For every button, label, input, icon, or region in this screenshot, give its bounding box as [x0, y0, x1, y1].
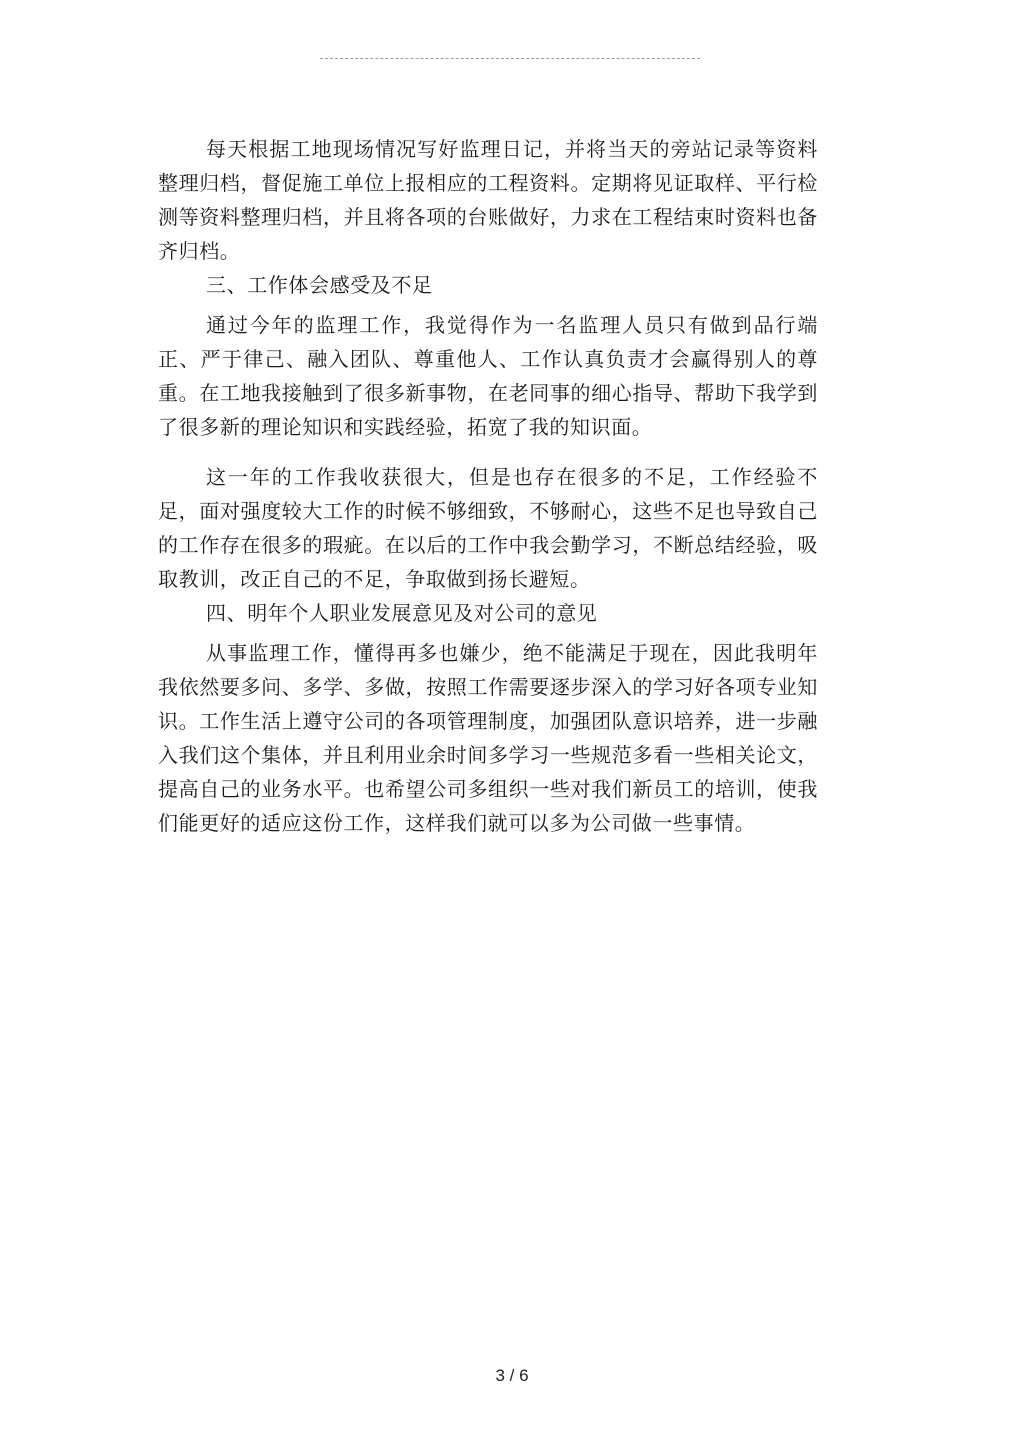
- section-heading-next-year: 四、明年个人职业发展意见及对公司的意见: [206, 601, 598, 625]
- page-number: 3 / 6: [495, 1366, 529, 1385]
- paragraph-reflection: 通过今年的监理工作，我觉得作为一名监理人员只有做到品行端正、严于律己、融入团队、尊重他人、工作认真负责才会赢得别人的尊重。在工地我接触到了很多新事物，在老同事的细心指导、帮助下我学到了很多新的理论知识和实践经验，拓宽了我的知识面。: [158, 313, 818, 439]
- paragraph-archiving: 每天根据工地现场情况写好监理日记，并将当天的旁站记录等资料整理归档，督促施工单位上报相应的工程资料。定期将见证取样、平行检测等资料整理归档，并且将各项的台账做好，力求在工程结束时资料也备齐归档。: [158, 137, 818, 263]
- header-divider: [320, 58, 700, 59]
- section-heading-experience: 三、工作体会感受及不足: [206, 273, 433, 297]
- paragraph-shortcomings: 这一年的工作我收获很大，但是也存在很多的不足，工作经验不足，面对强度较大工作的时候不够细致，不够耐心，这些不足也导致自己的工作存在很多的瑕疵。在以后的工作中我会勤学习，不断总结经验，吸取教训，改正自己的不足，争取做到扬长避短。: [158, 465, 818, 591]
- document-body: [158, 132, 818, 840]
- paragraph-plans: 从事监理工作，懂得再多也嫌少，绝不能满足于现在，因此我明年我依然要多问、多学、多做，按照工作需要逐步深入的学习好各项专业知识。工作生活上遵守公司的各项管理制度，加强团队意识培养，进一步融入我们这个集体，并且利用业余时间多学习一些规范多看一些相关论文，提高自己的业务水平。也希望公司多组织一些对我们新员工的培训，使我们能更好的适应这份工作，这样我们就可以多为公司做一些事情。: [158, 641, 818, 835]
